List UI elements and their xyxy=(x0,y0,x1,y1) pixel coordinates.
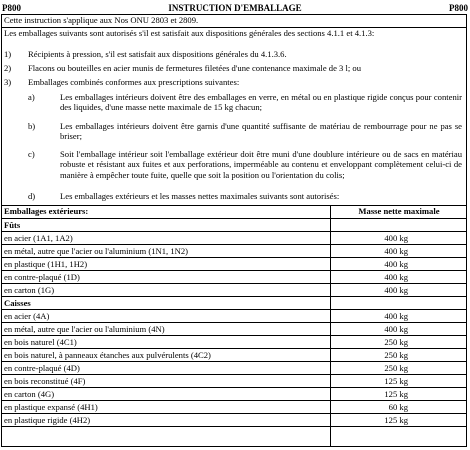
sub-item-b xyxy=(28,121,462,145)
packaging-label: en bois naturel (4C1) xyxy=(4,337,77,347)
mass-value: 400 kg xyxy=(384,311,408,321)
table-group-row xyxy=(2,297,466,310)
item-text: Emballages combinés conformes aux prescriptions suivantes: xyxy=(28,77,240,87)
table-row xyxy=(2,271,466,284)
table-row xyxy=(2,310,466,323)
packaging-label: en plastique rigide (4H2) xyxy=(4,415,91,425)
mass-value: 250 kg xyxy=(384,363,408,373)
header-title: INSTRUCTION D'EMBALLAGE xyxy=(168,3,302,13)
mass-value: 400 kg xyxy=(384,233,408,243)
mass-value: 125 kg xyxy=(384,376,408,386)
sub-item-d xyxy=(28,191,462,203)
instruction-frame xyxy=(1,14,467,447)
packaging-table xyxy=(2,205,466,446)
packaging-label: en métal, autre que l'acier ou l'aluminium (1N1, 1N2) xyxy=(4,246,188,256)
sub-item-letter: b) xyxy=(28,121,36,131)
mass-value: 60 kg xyxy=(388,402,408,412)
table-row xyxy=(2,375,466,388)
packaging-label: en carton (4G) xyxy=(4,389,55,399)
column-header-packaging: Emballages extérieurs: xyxy=(4,206,89,216)
sub-item-letter: a) xyxy=(28,92,35,102)
item-text: Récipients à pression, s'il est satisfait aux dispositions générales du 4.1.3.6. xyxy=(28,49,287,59)
sub-item-text: Les emballages intérieurs doivent être des emballages en verre, en métal ou en plastique rigide conçus pour contenir des liquides, d'une masse nette maximale de 15 kg chacun; xyxy=(60,92,462,113)
table-row xyxy=(2,414,466,427)
item-number: 2) xyxy=(4,63,12,73)
mass-value: 400 kg xyxy=(384,259,408,269)
mass-value: 125 kg xyxy=(384,415,408,425)
page-header xyxy=(2,3,468,14)
table-row xyxy=(2,401,466,414)
mass-value: 400 kg xyxy=(384,246,408,256)
sub-item-letter: c) xyxy=(28,149,35,159)
item-number: 1) xyxy=(4,49,12,59)
table-group-row xyxy=(2,219,466,232)
sub-item-text: Soit l'emballage intérieur soit l'emballage extérieur doit être muni d'une doublure intérieure ou de sacs en matériau robuste et résistant aux fuites et aux perforations, imperméable au contenu et enveloppant complètement celui-ci de manière à empêcher toute fuite, quelle que soit la position ou l'orientation du colis; xyxy=(60,149,462,180)
applies-to-row: Cette instruction s'applique aux Nos ONU 2803 et 2809. xyxy=(2,15,466,28)
table-row xyxy=(2,284,466,297)
packaging-label: en plastique expansé (4H1) xyxy=(4,402,98,412)
group-label: Fûts xyxy=(4,220,21,230)
item-text: Flacons ou bouteilles en acier munis de fermetures filetées d'une contenance maximale de 3 l; ou xyxy=(28,63,362,73)
packaging-label: en plastique (1H1, 1H2) xyxy=(4,259,88,269)
sub-item-text: Les emballages extérieurs et les masses nettes maximales suivants sont autorisés: xyxy=(60,191,340,201)
table-row xyxy=(2,258,466,271)
packaging-label: en acier (1A1, 1A2) xyxy=(4,233,73,243)
table-row xyxy=(2,388,466,401)
mass-value: 400 kg xyxy=(384,285,408,295)
mass-value: 250 kg xyxy=(384,337,408,347)
item-number: 3) xyxy=(4,77,12,87)
table-row xyxy=(2,336,466,349)
packaging-label: en contre-plaqué (4D) xyxy=(4,363,80,373)
packaging-label: en contre-plaqué (1D) xyxy=(4,272,80,282)
header-code-right: P800 xyxy=(449,3,468,13)
intro-text: Les emballages suivants sont autorisés s'il est satisfait aux dispositions générales des sections 4.1.1 et 4.1.3: xyxy=(4,28,375,38)
mass-value: 250 kg xyxy=(384,350,408,360)
sub-item-letter: d) xyxy=(28,191,36,201)
table-row xyxy=(2,245,466,258)
mass-value: 125 kg xyxy=(384,389,408,399)
table-row xyxy=(2,362,466,375)
intro-paragraph xyxy=(4,28,462,38)
table-body xyxy=(2,219,466,427)
mass-value: 400 kg xyxy=(384,324,408,334)
packaging-label: en bois naturel, à panneaux étanches aux pulvérulents (4C2) xyxy=(4,350,211,360)
packaging-label: en acier (4A) xyxy=(4,311,50,321)
packaging-label: en carton (1G) xyxy=(4,285,55,295)
sub-item-a xyxy=(28,92,462,116)
packaging-label: en bois reconstitué (4F) xyxy=(4,376,86,386)
sub-item-c xyxy=(28,149,462,189)
group-label: Caisses xyxy=(4,298,31,308)
packaging-label: en métal, autre que l'acier ou l'aluminium (4N) xyxy=(4,324,165,334)
table-row xyxy=(2,349,466,362)
table-header-row xyxy=(2,205,466,219)
column-header-mass: Masse nette maximale xyxy=(358,206,440,216)
mass-value: 400 kg xyxy=(384,272,408,282)
header-code-left: P800 xyxy=(2,3,21,13)
sub-item-text: Les emballages intérieurs doivent être garnis d'une quantité suffisante de matériau de rembourrage pour ne pas se briser; xyxy=(60,121,462,142)
table-row xyxy=(2,232,466,245)
table-row xyxy=(2,323,466,336)
